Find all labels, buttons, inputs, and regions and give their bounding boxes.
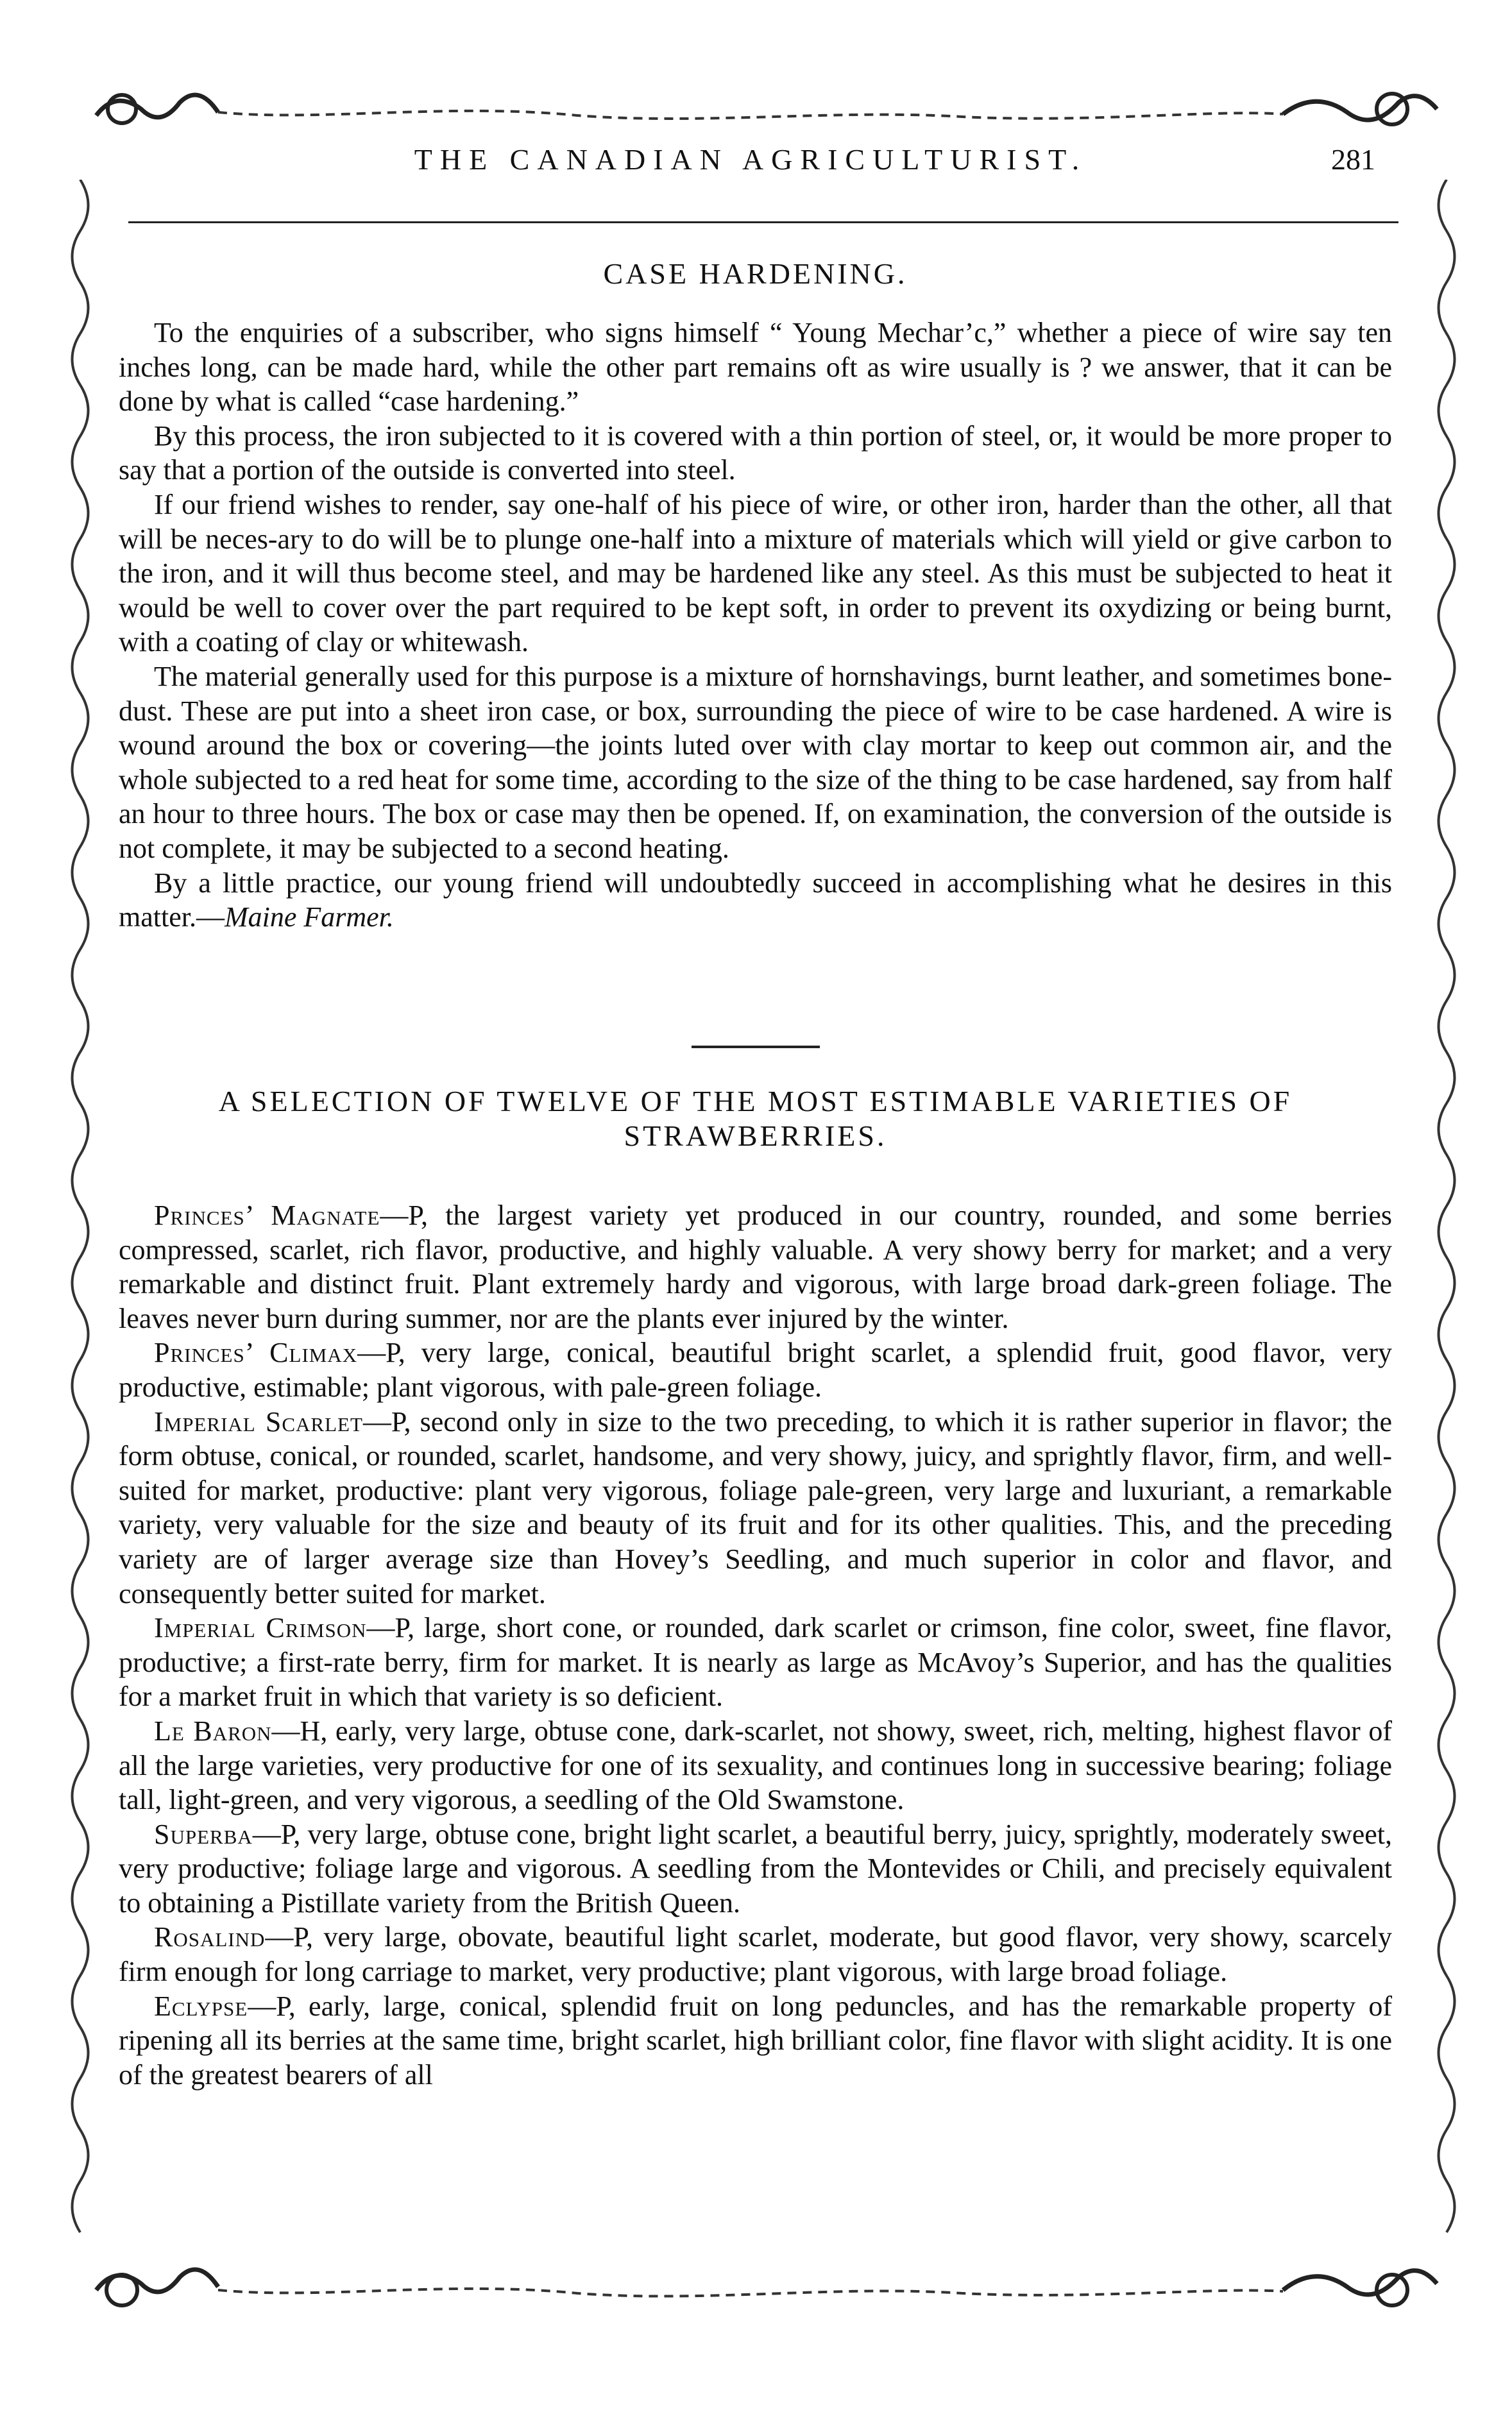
variety-description: —P, very large, conical, beautiful bright scarlet, a splendid fruit, good flavor, very productive, estimable; plant vigorous, with pale-green foliage. (119, 1337, 1392, 1403)
variety-description: —P, large, short cone, or rounded, dark scarlet or crimson, fine color, sweet, fine flavor, productive; a first-rate berry, firm for market. It is nearly as large as McAvoy’s Superior, and has the qualities for a market fruit in which that variety is so deficient. (119, 1612, 1392, 1713)
article-paragraph: If our friend wishes to render, say one-half of his piece of wire, or other iron, harder than the other, all that will be neces-ary to do will be to plunge one-half into a mixture of materials which will yield or give carbon to the iron, and it will thus become steel, and may be hardened like any steel. As this must be subjected to heat it would be well to cover over the part required to be kept soft, in order to prevent its oxydizing or being burnt, with a coating of clay or whitewash. (119, 488, 1392, 658)
variety-name: Superba (154, 1818, 253, 1850)
variety-name: Imperial Scarlet (154, 1405, 363, 1438)
article-paragraph: To the enquiries of a subscriber, who signs himself “ Young Mechar’c,” whether a piece of wire say ten inches long, can be made hard, while the other part remains oft as wire usually is ? we answer, that it can be done by what is called “case hardening.” (119, 317, 1392, 418)
source-attribution: Maine Farmer. (224, 901, 394, 933)
variety-description: —P, the largest variety yet produced in our country, rounded, and some berries compressed, scarlet, rich flavor, productive, and highly valuable. A very showy berry for market; and a very remarkable and distinct fruit. Plant extremely hardy and vigorous, with large broad dark-green foliage. The leaves never burn during summer, nor are the plants ever injured by the winter. (119, 1200, 1392, 1334)
article-title-line: A SELECTION OF TWELVE OF THE MOST ESTIMABLE VARIETIES OF (218, 1085, 1293, 1117)
right-wavy-border (1424, 180, 1469, 2252)
variety-entry (119, 1817, 1392, 1921)
variety-entry (119, 1405, 1392, 1611)
variety-entry (119, 1336, 1392, 1404)
journal-title: THE CANADIAN AGRICULTURIST. (414, 143, 1087, 176)
article-strawberries (119, 1084, 1392, 2092)
left-wavy-border (58, 180, 103, 2252)
variety-name: Princes’ Climax (154, 1337, 358, 1369)
variety-name: Imperial Crimson (154, 1612, 367, 1644)
variety-entry (119, 1198, 1392, 1336)
variety-description: —P, early, large, conical, splendid fruit on long peduncles, and has the remarkable property of ripening all its berries at the same time, bright scarlet, high brilliant color, fine flavor with slight acidity. It is one of the greatest bearers of all (119, 1990, 1392, 2091)
variety-entry (119, 1611, 1392, 1714)
closing-text: By a little practice, our young friend will undoubtedly succeed in accomplishing what he desires in this matter.— (119, 867, 1392, 933)
article-paragraph (119, 866, 1392, 935)
article-paragraph: By this process, the iron subjected to it is covered with a thin portion of steel, or, it would be more proper to say that a portion of the outside is converted into steel. (119, 420, 1392, 486)
header-rule (128, 221, 1398, 223)
variety-description: —P, second only in size to the two preceding, to which it is rather superior in flavor; the form obtuse, conical, or rounded, scarlet, handsome, and very showy, juicy, and sprightly flavor, firm, and well-suited for market, productive: plant very vigorous, foliage pale-green, very large and luxuriant, a remarkable variety, very valuable for the size and beauty of its fruit and for its other qualities. This, and the preceding variety are of larger average size than Hovey’s Seedling, and much superior in color and flavor, and consequently better suited for market. (119, 1405, 1392, 1609)
article-case-hardening (119, 257, 1392, 935)
section-divider (692, 1046, 820, 1048)
variety-name: Le Baron (154, 1715, 272, 1747)
variety-entry (119, 1989, 1392, 2092)
variety-entry (119, 1920, 1392, 1989)
variety-description: —P, very large, obovate, beautiful light scarlet, moderate, but good flavor, very showy, scarcely firm enough for long carriage to market, very productive; plant vigorous, with large broad foliage. (119, 1921, 1392, 1988)
page-number: 281 (1331, 143, 1375, 176)
variety-description: —P, very large, obtuse cone, bright light scarlet, a beautiful berry, juicy, sprightly, moderately sweet, very productive; foliage large and vigorous. A seedling from the Montevides or Chili, and precisely equivalent to obtaining a Pistillate variety from the British Queen. (119, 1818, 1392, 1919)
article-paragraph: The material generally used for this purpose is a mixture of hornshavings, burnt leather, and sometimes bone-dust. These are put into a sheet iron case, or box, surrounding the piece of wire to be case hardened. A wire is wound around the box or covering—the joints luted over with clay mortar to keep out common air, and the whole subjected to a red heat for some time, according to the size of the thing to be case hardened, say from half an hour to three hours. The box or case may then be opened. If, on examination, the conversion of the outside is not complete, it may be subjected to a second heating. (119, 660, 1392, 864)
article-title-line: STRAWBERRIES. (624, 1119, 887, 1152)
article-title: CASE HARDENING. (603, 257, 908, 290)
running-head (122, 142, 1379, 187)
variety-name: Rosalind (154, 1921, 266, 1953)
variety-name: Princes’ Magnate (154, 1200, 380, 1231)
variety-entry (119, 1714, 1392, 1817)
variety-description: —H, early, very large, obtuse cone, dark-scarlet, not showy, sweet, rich, melting, highest flavor of all the large varieties, very productive for one of its sexuality, and continues long in successive bearing; foliage tall, light-green, and very vigorous, a seedling of the Old Swamstone. (119, 1715, 1392, 1816)
variety-name: Eclypse (154, 1990, 248, 2022)
bottom-ornament-border (0, 2239, 1512, 2341)
